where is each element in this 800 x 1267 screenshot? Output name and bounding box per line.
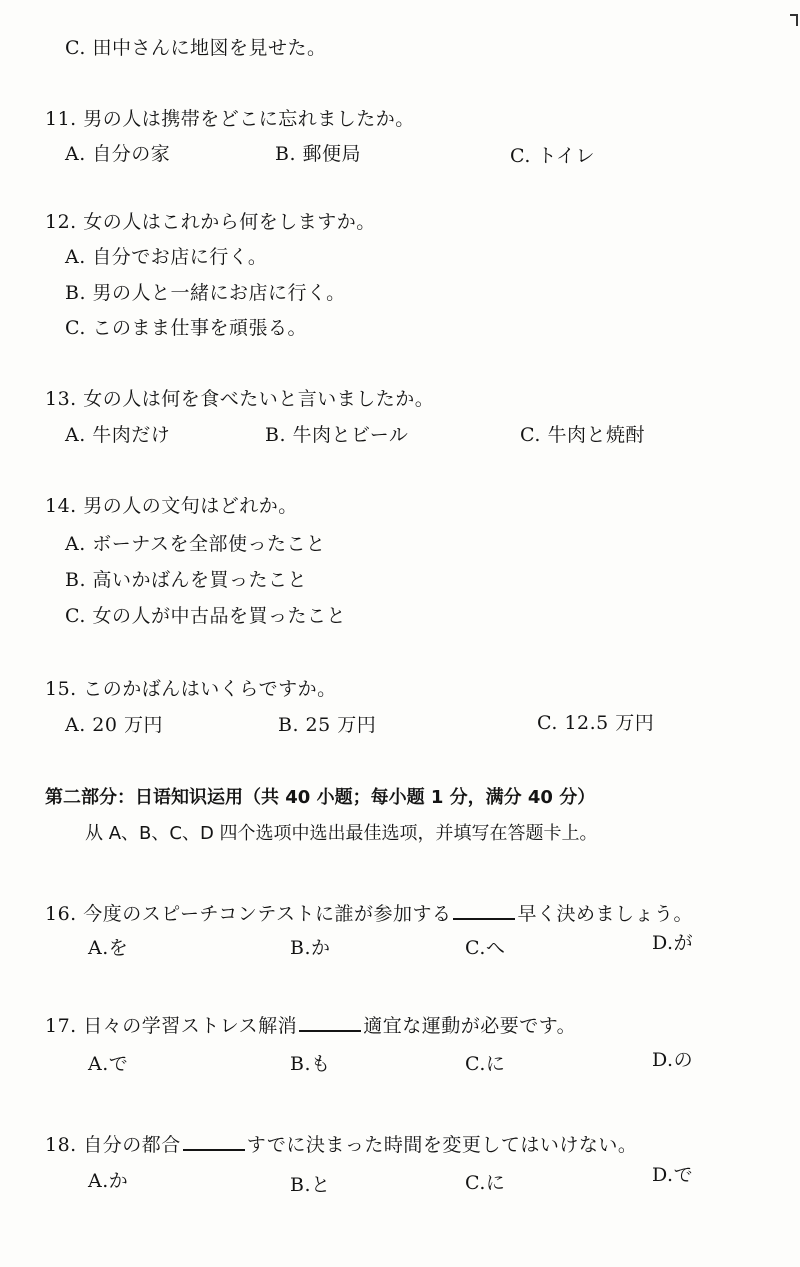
- q18-option-b: B.と: [290, 1174, 331, 1196]
- q13-option-a: A. 牛肉だけ: [65, 424, 171, 446]
- q16-option-b: B.か: [290, 937, 331, 959]
- q18-question: [45, 1131, 637, 1157]
- page-edge-mark: [790, 14, 798, 26]
- q17-prefix: 17. 日々の学習ストレス解消: [45, 1015, 298, 1037]
- q12-option-a: A. 自分でお店に行く。: [65, 246, 268, 268]
- section2-title: 第二部分：日语知识运用（共 40 小题；每小题 1 分，满分 40 分）: [45, 787, 596, 808]
- q16-blank: [453, 900, 515, 920]
- q17-question: [45, 1012, 576, 1038]
- q17-option-c: C.に: [465, 1053, 506, 1075]
- q16-prefix: 16. 今度のスピーチコンテストに誰が参加する: [45, 903, 452, 925]
- q15-question: 15. このかばんはいくらですか。: [45, 678, 337, 700]
- q17-option-d: D.の: [652, 1049, 694, 1071]
- q12-option-c: C. このまま仕事を頑張る。: [65, 317, 307, 339]
- q13-question: 13. 女の人は何を食べたいと言いましたか。: [45, 388, 435, 410]
- q17-option-a: A.で: [88, 1053, 129, 1075]
- q16-option-a: A.を: [88, 937, 129, 959]
- q10-option-c: C. 田中さんに地図を見せた。: [65, 37, 327, 59]
- q11-option-c: C. トイレ: [510, 145, 595, 167]
- q17-blank: [299, 1012, 361, 1032]
- q18-blank: [183, 1131, 245, 1151]
- q14-option-c: C. 女の人が中古品を買ったこと: [65, 605, 346, 627]
- q14-question: 14. 男の人の文句はどれか。: [45, 495, 298, 517]
- q18-suffix: すでに決まった時間を変更してはいけない。: [246, 1134, 638, 1156]
- q12-option-b: B. 男の人と一緒にお店に行く。: [65, 282, 346, 304]
- q17-option-b: B.も: [290, 1053, 331, 1075]
- q11-option-b: B. 郵便局: [275, 143, 362, 165]
- q15-option-c: C. 12.5 万円: [537, 712, 655, 734]
- q17-suffix: 適宜な運動が必要です。: [363, 1015, 577, 1037]
- q18-option-a: A.か: [88, 1170, 129, 1192]
- q13-option-c: C. 牛肉と焼酎: [520, 424, 645, 446]
- q16-option-c: C.へ: [465, 937, 506, 959]
- q15-option-a: A. 20 万円: [65, 714, 164, 736]
- q11-question: 11. 男の人は携帯をどこに忘れましたか。: [45, 108, 415, 130]
- q14-option-a: A. ボーナスを全部使ったこと: [65, 533, 326, 555]
- q16-option-d: D.が: [652, 932, 694, 954]
- q18-option-d: D.で: [652, 1164, 694, 1186]
- q18-option-c: C.に: [465, 1172, 506, 1194]
- q18-prefix: 18. 自分の都合: [45, 1134, 181, 1156]
- q12-question: 12. 女の人はこれから何をしますか。: [45, 211, 376, 233]
- q15-option-b: B. 25 万円: [278, 714, 377, 736]
- q16-suffix: 早く決めましょう。: [517, 903, 693, 925]
- q14-option-b: B. 高いかばんを買ったこと: [65, 569, 308, 591]
- q16-question: [45, 900, 693, 926]
- q11-option-a: A. 自分の家: [65, 143, 171, 165]
- q13-option-b: B. 牛肉とビール: [265, 424, 409, 446]
- section2-instruction: 从 A、B、C、D 四个选项中选出最佳选项，并填写在答题卡上。: [85, 823, 598, 844]
